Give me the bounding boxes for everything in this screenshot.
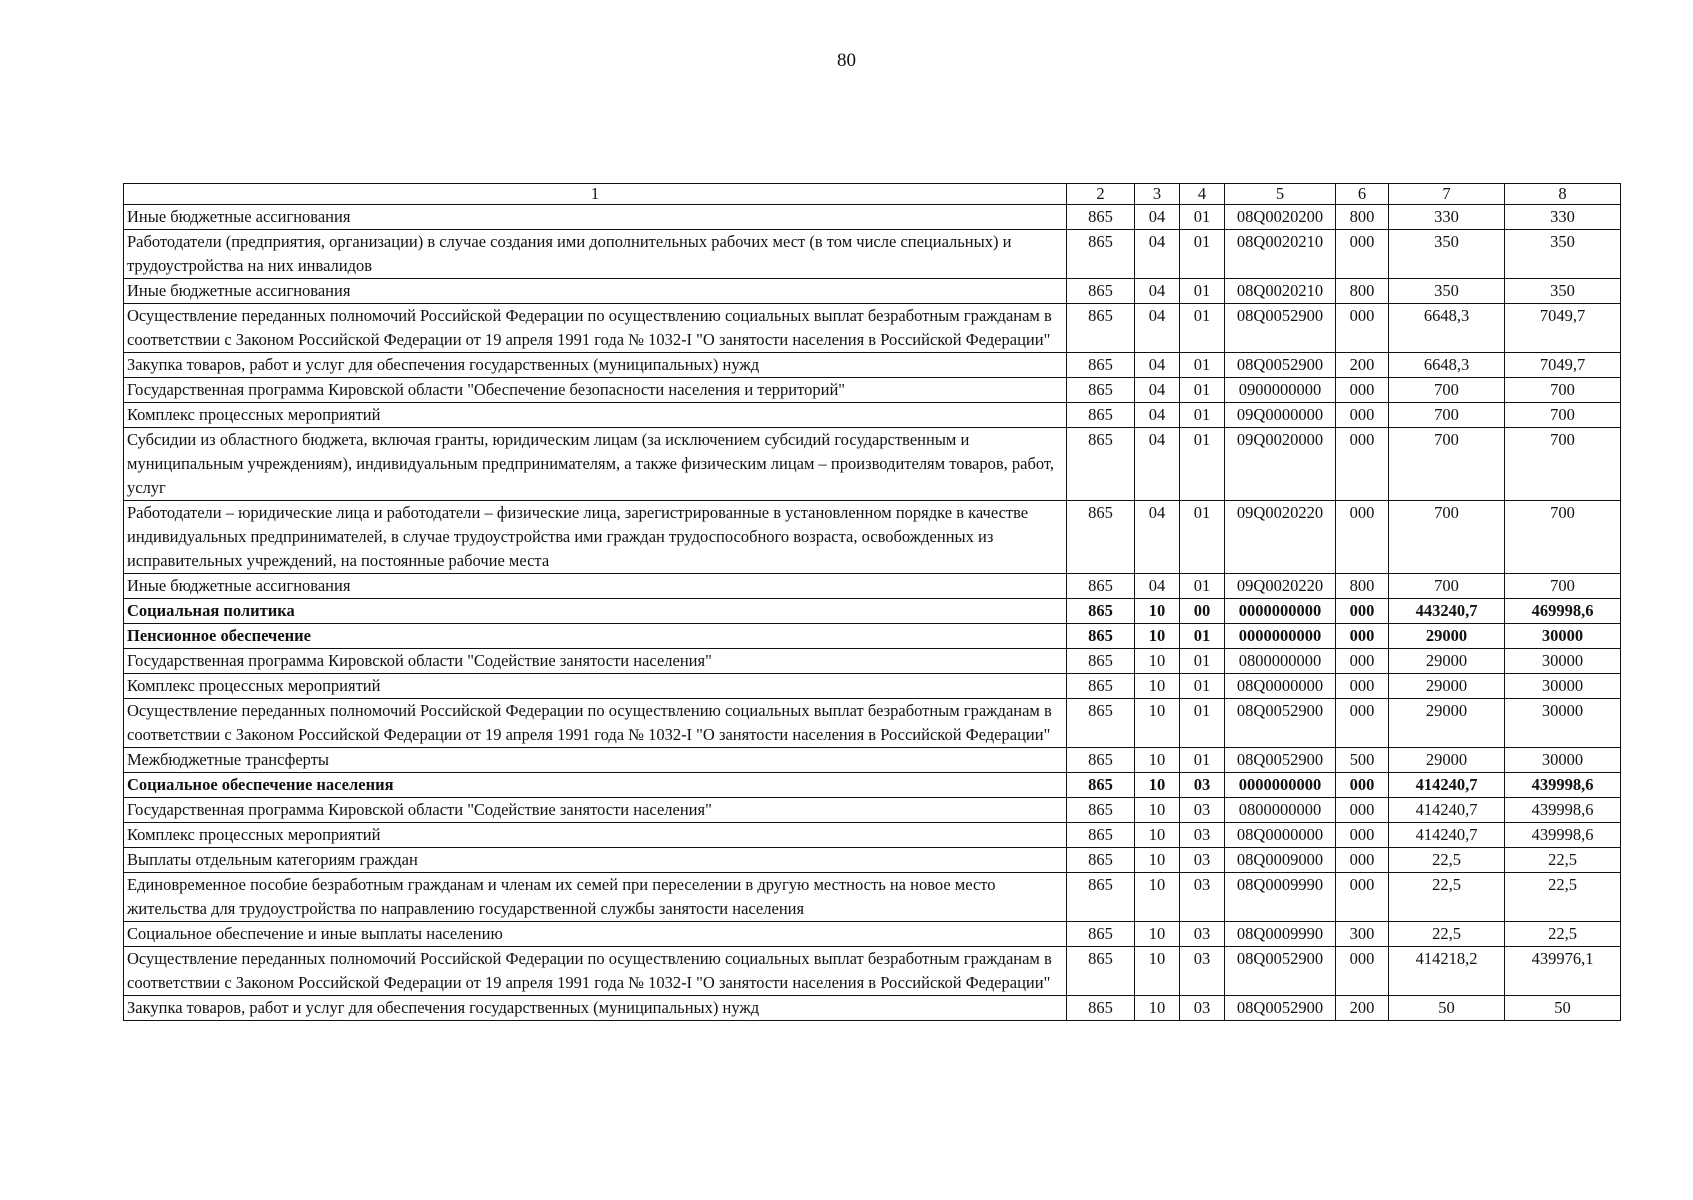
header-col-4: 4 [1180,184,1225,205]
cell-ministry-code: 865 [1067,947,1135,996]
cell-subsection: 01 [1180,574,1225,599]
row-name: Закупка товаров, работ и услуг для обеспечения государственных (муниципальных) нужд [124,353,1067,378]
header-col-7: 7 [1389,184,1505,205]
cell-subsection: 00 [1180,599,1225,624]
cell-amount-year-1: 700 [1389,378,1505,403]
cell-subsection: 03 [1180,922,1225,947]
table-row [124,599,1621,624]
row-name: Государственная программа Кировской области "Содействие занятости населения" [124,649,1067,674]
cell-ministry-code: 865 [1067,823,1135,848]
cell-section: 10 [1135,996,1180,1021]
cell-amount-year-2: 700 [1505,428,1621,501]
cell-section: 10 [1135,599,1180,624]
cell-target-article: 0000000000 [1225,624,1336,649]
table-row [124,922,1621,947]
cell-subsection: 03 [1180,873,1225,922]
cell-amount-year-2: 22,5 [1505,848,1621,873]
cell-subsection: 01 [1180,501,1225,574]
cell-amount-year-1: 22,5 [1389,922,1505,947]
cell-amount-year-2: 30000 [1505,748,1621,773]
cell-ministry-code: 865 [1067,699,1135,748]
cell-target-article: 08Q0052900 [1225,996,1336,1021]
cell-subsection: 01 [1180,748,1225,773]
cell-ministry-code: 865 [1067,798,1135,823]
cell-subsection: 01 [1180,205,1225,230]
cell-amount-year-1: 700 [1389,501,1505,574]
cell-subsection: 03 [1180,773,1225,798]
budget-table [123,183,1621,1021]
cell-amount-year-1: 22,5 [1389,873,1505,922]
table-row [124,649,1621,674]
cell-section: 04 [1135,279,1180,304]
cell-amount-year-1: 700 [1389,574,1505,599]
table-row [124,674,1621,699]
row-name: Пенсионное обеспечение [124,624,1067,649]
cell-target-article: 0800000000 [1225,649,1336,674]
cell-ministry-code: 865 [1067,574,1135,599]
cell-ministry-code: 865 [1067,205,1135,230]
cell-ministry-code: 865 [1067,403,1135,428]
cell-ministry-code: 865 [1067,304,1135,353]
row-name: Работодатели – юридические лица и работодатели – физические лица, зарегистрированные в установленном порядке в качестве индивидуальных предпринимателей, в случае трудоустройства ими граждан трудоспособного возраста, освобожденных из исправительных учреждений, на постоянные рабочие места [124,501,1067,574]
cell-subsection: 03 [1180,848,1225,873]
cell-ministry-code: 865 [1067,230,1135,279]
row-name: Государственная программа Кировской области "Обеспечение безопасности населения и территорий" [124,378,1067,403]
cell-expense-type: 800 [1336,279,1389,304]
table-row [124,205,1621,230]
cell-amount-year-2: 700 [1505,501,1621,574]
row-name: Комплекс процессных мероприятий [124,403,1067,428]
header-col-6: 6 [1336,184,1389,205]
cell-section: 04 [1135,230,1180,279]
cell-target-article: 08Q0020210 [1225,279,1336,304]
cell-expense-type: 000 [1336,873,1389,922]
cell-target-article: 09Q0020220 [1225,501,1336,574]
cell-target-article: 08Q0009000 [1225,848,1336,873]
cell-amount-year-2: 7049,7 [1505,304,1621,353]
row-name: Социальное обеспечение и иные выплаты населению [124,922,1067,947]
cell-amount-year-1: 443240,7 [1389,599,1505,624]
cell-subsection: 01 [1180,674,1225,699]
cell-amount-year-1: 330 [1389,205,1505,230]
cell-amount-year-2: 30000 [1505,649,1621,674]
cell-subsection: 01 [1180,230,1225,279]
cell-ministry-code: 865 [1067,378,1135,403]
cell-ministry-code: 865 [1067,279,1135,304]
cell-subsection: 01 [1180,428,1225,501]
cell-target-article: 08Q0052900 [1225,304,1336,353]
cell-amount-year-1: 29000 [1389,699,1505,748]
cell-ministry-code: 865 [1067,873,1135,922]
row-name: Осуществление переданных полномочий Российской Федерации по осуществлению социальных выплат безработным гражданам в соответствии с Законом Российской Федерации от 19 апреля 1991 года № 1032-I "О занятости населения в Российской Федерации" [124,699,1067,748]
cell-amount-year-1: 29000 [1389,748,1505,773]
page-number: 80 [837,50,856,71]
row-name: Закупка товаров, работ и услуг для обеспечения государственных (муниципальных) нужд [124,996,1067,1021]
cell-target-article: 0000000000 [1225,599,1336,624]
table-row [124,873,1621,922]
cell-expense-type: 000 [1336,304,1389,353]
table-row [124,501,1621,574]
cell-target-article: 08Q0052900 [1225,748,1336,773]
table-row [124,574,1621,599]
table-row [124,304,1621,353]
header-row [124,184,1621,205]
cell-target-article: 09Q0020220 [1225,574,1336,599]
cell-subsection: 01 [1180,649,1225,674]
cell-subsection: 03 [1180,823,1225,848]
table-row [124,947,1621,996]
cell-ministry-code: 865 [1067,353,1135,378]
row-name: Осуществление переданных полномочий Российской Федерации по осуществлению социальных выплат безработным гражданам в соответствии с Законом Российской Федерации от 19 апреля 1991 года № 1032-I "О занятости населения в Российской Федерации" [124,304,1067,353]
table-row [124,773,1621,798]
cell-expense-type: 000 [1336,947,1389,996]
cell-section: 10 [1135,873,1180,922]
cell-amount-year-1: 6648,3 [1389,304,1505,353]
cell-section: 10 [1135,773,1180,798]
cell-section: 10 [1135,699,1180,748]
cell-expense-type: 300 [1336,922,1389,947]
cell-amount-year-2: 50 [1505,996,1621,1021]
cell-amount-year-2: 469998,6 [1505,599,1621,624]
cell-expense-type: 000 [1336,823,1389,848]
table-row [124,798,1621,823]
table-row [124,823,1621,848]
row-name: Выплаты отдельным категориям граждан [124,848,1067,873]
cell-amount-year-2: 7049,7 [1505,353,1621,378]
cell-section: 04 [1135,304,1180,353]
row-name: Осуществление переданных полномочий Российской Федерации по осуществлению социальных выплат безработным гражданам в соответствии с Законом Российской Федерации от 19 апреля 1991 года № 1032-I "О занятости населения в Российской Федерации" [124,947,1067,996]
cell-ministry-code: 865 [1067,674,1135,699]
cell-expense-type: 000 [1336,230,1389,279]
table-body [124,205,1621,1021]
row-name: Иные бюджетные ассигнования [124,205,1067,230]
row-name: Комплекс процессных мероприятий [124,674,1067,699]
cell-ministry-code: 865 [1067,649,1135,674]
cell-target-article: 09Q0000000 [1225,403,1336,428]
header-col-5: 5 [1225,184,1336,205]
cell-target-article: 0800000000 [1225,798,1336,823]
cell-target-article: 0000000000 [1225,773,1336,798]
cell-subsection: 01 [1180,624,1225,649]
cell-section: 04 [1135,205,1180,230]
cell-amount-year-1: 350 [1389,279,1505,304]
table-row [124,230,1621,279]
cell-section: 04 [1135,403,1180,428]
cell-ministry-code: 865 [1067,428,1135,501]
cell-expense-type: 000 [1336,624,1389,649]
cell-expense-type: 800 [1336,574,1389,599]
cell-amount-year-2: 439976,1 [1505,947,1621,996]
cell-target-article: 09Q0020000 [1225,428,1336,501]
cell-amount-year-1: 50 [1389,996,1505,1021]
cell-target-article: 08Q0009990 [1225,873,1336,922]
cell-section: 04 [1135,428,1180,501]
cell-amount-year-1: 414240,7 [1389,773,1505,798]
cell-target-article: 08Q0000000 [1225,823,1336,848]
table-row [124,848,1621,873]
cell-subsection: 01 [1180,304,1225,353]
table-row [124,378,1621,403]
cell-section: 04 [1135,378,1180,403]
cell-expense-type: 000 [1336,773,1389,798]
cell-expense-type: 000 [1336,674,1389,699]
row-name: Государственная программа Кировской области "Содействие занятости населения" [124,798,1067,823]
table-row [124,279,1621,304]
cell-amount-year-1: 414218,2 [1389,947,1505,996]
cell-amount-year-2: 30000 [1505,674,1621,699]
cell-amount-year-1: 29000 [1389,624,1505,649]
cell-expense-type: 200 [1336,353,1389,378]
cell-subsection: 01 [1180,279,1225,304]
table-row [124,699,1621,748]
cell-ministry-code: 865 [1067,501,1135,574]
cell-subsection: 01 [1180,699,1225,748]
cell-amount-year-1: 414240,7 [1389,823,1505,848]
cell-subsection: 01 [1180,378,1225,403]
row-name: Субсидии из областного бюджета, включая гранты, юридическим лицам (за исключением субсидий государственным и муниципальным учреждениям), индивидуальным предпринимателям, а также физическим лицам – производителям товаров, работ, услуг [124,428,1067,501]
cell-ministry-code: 865 [1067,599,1135,624]
row-name: Работодатели (предприятия, организации) в случае создания ими дополнительных рабочих мест (в том числе специальных) и трудоустройства на них инвалидов [124,230,1067,279]
cell-amount-year-1: 6648,3 [1389,353,1505,378]
cell-section: 10 [1135,947,1180,996]
cell-section: 10 [1135,748,1180,773]
cell-amount-year-2: 700 [1505,403,1621,428]
cell-amount-year-1: 22,5 [1389,848,1505,873]
cell-amount-year-1: 414240,7 [1389,798,1505,823]
cell-subsection: 01 [1180,353,1225,378]
cell-target-article: 08Q0052900 [1225,699,1336,748]
cell-amount-year-2: 22,5 [1505,922,1621,947]
cell-section: 04 [1135,501,1180,574]
cell-ministry-code: 865 [1067,624,1135,649]
cell-amount-year-1: 29000 [1389,674,1505,699]
row-name: Единовременное пособие безработным гражданам и членам их семей при переселении в другую местность на новое место жительства для трудоустройства по направлению государственной службы занятости населения [124,873,1067,922]
cell-expense-type: 000 [1336,599,1389,624]
cell-ministry-code: 865 [1067,996,1135,1021]
cell-subsection: 03 [1180,996,1225,1021]
cell-amount-year-2: 22,5 [1505,873,1621,922]
header-col-2: 2 [1067,184,1135,205]
table-row [124,748,1621,773]
cell-amount-year-2: 439998,6 [1505,798,1621,823]
cell-expense-type: 000 [1336,501,1389,574]
cell-target-article: 08Q0052900 [1225,947,1336,996]
cell-section: 10 [1135,798,1180,823]
cell-amount-year-2: 350 [1505,230,1621,279]
cell-expense-type: 200 [1336,996,1389,1021]
row-name: Иные бюджетные ассигнования [124,574,1067,599]
cell-section: 10 [1135,823,1180,848]
cell-target-article: 08Q0009990 [1225,922,1336,947]
cell-subsection: 03 [1180,798,1225,823]
cell-amount-year-2: 439998,6 [1505,823,1621,848]
cell-ministry-code: 865 [1067,922,1135,947]
cell-amount-year-1: 700 [1389,403,1505,428]
cell-target-article: 08Q0020200 [1225,205,1336,230]
table-row [124,428,1621,501]
cell-target-article: 08Q0052900 [1225,353,1336,378]
table-row [124,403,1621,428]
cell-expense-type: 800 [1336,205,1389,230]
cell-amount-year-2: 30000 [1505,624,1621,649]
row-name: Социальное обеспечение населения [124,773,1067,798]
cell-expense-type: 000 [1336,848,1389,873]
cell-section: 10 [1135,922,1180,947]
cell-expense-type: 000 [1336,798,1389,823]
cell-section: 10 [1135,674,1180,699]
cell-ministry-code: 865 [1067,848,1135,873]
cell-amount-year-2: 700 [1505,574,1621,599]
cell-amount-year-2: 439998,6 [1505,773,1621,798]
row-name: Межбюджетные трансферты [124,748,1067,773]
cell-target-article: 08Q0000000 [1225,674,1336,699]
cell-expense-type: 000 [1336,699,1389,748]
cell-section: 10 [1135,649,1180,674]
cell-expense-type: 000 [1336,649,1389,674]
row-name: Комплекс процессных мероприятий [124,823,1067,848]
cell-amount-year-2: 30000 [1505,699,1621,748]
row-name: Социальная политика [124,599,1067,624]
cell-amount-year-1: 700 [1389,428,1505,501]
cell-section: 10 [1135,848,1180,873]
cell-section: 04 [1135,574,1180,599]
cell-expense-type: 000 [1336,428,1389,501]
cell-ministry-code: 865 [1067,773,1135,798]
cell-expense-type: 000 [1336,403,1389,428]
cell-section: 04 [1135,353,1180,378]
cell-target-article: 0900000000 [1225,378,1336,403]
cell-section: 10 [1135,624,1180,649]
table-row [124,353,1621,378]
cell-expense-type: 500 [1336,748,1389,773]
row-name: Иные бюджетные ассигнования [124,279,1067,304]
header-col-1: 1 [124,184,1067,205]
cell-subsection: 03 [1180,947,1225,996]
cell-target-article: 08Q0020210 [1225,230,1336,279]
cell-ministry-code: 865 [1067,748,1135,773]
cell-expense-type: 000 [1336,378,1389,403]
table-row [124,624,1621,649]
cell-amount-year-1: 350 [1389,230,1505,279]
header-col-3: 3 [1135,184,1180,205]
cell-amount-year-2: 350 [1505,279,1621,304]
cell-amount-year-1: 29000 [1389,649,1505,674]
cell-amount-year-2: 700 [1505,378,1621,403]
cell-amount-year-2: 330 [1505,205,1621,230]
cell-subsection: 01 [1180,403,1225,428]
header-col-8: 8 [1505,184,1621,205]
table-row [124,996,1621,1021]
